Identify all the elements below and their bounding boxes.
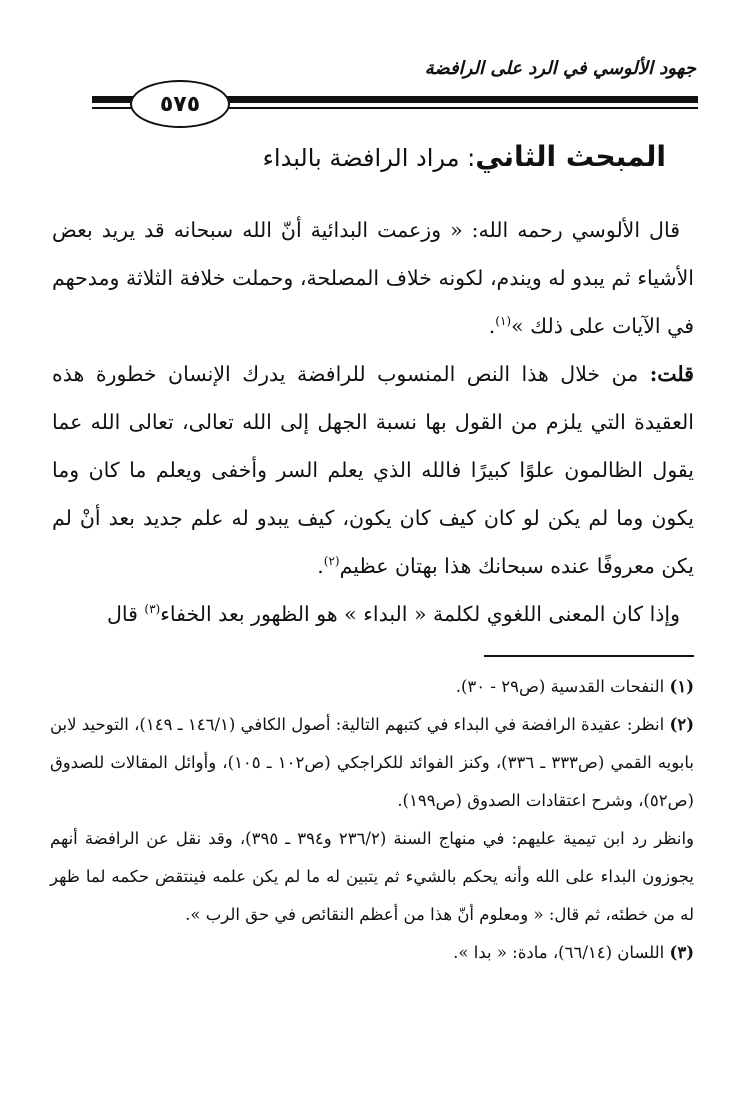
- page-number-badge: [130, 80, 230, 128]
- footnote-1-number: (١): [669, 677, 694, 696]
- paragraph-3-text: وإذا كان المعنى اللغوي لكلمة « البداء » هو الظهور بعد الخفاء: [160, 602, 680, 626]
- footnote-ref-3: (٣): [144, 602, 161, 617]
- paragraph-1: [52, 206, 694, 350]
- paragraph-2: [52, 350, 694, 590]
- paragraph-2-end: .: [317, 554, 324, 578]
- footnote-ref-1: (١): [495, 314, 512, 329]
- footnote-1: [50, 668, 694, 706]
- footnotes: [50, 668, 694, 972]
- running-header-title: جهود الألوسي في الرد على الرافضة: [424, 58, 696, 79]
- footnote-2: [50, 706, 694, 820]
- footnote-3-text: اللسان (٦٦/١٤)، مادة: « بدا ».: [453, 943, 670, 962]
- section-title-strong: المبحث الثاني: [475, 140, 666, 173]
- paragraph-2-lead: قلت:: [649, 362, 694, 386]
- paragraph-1-end: .: [488, 314, 496, 338]
- paragraph-3-end: قال: [106, 602, 145, 626]
- footnote-3-number: (٣): [669, 943, 694, 962]
- page-number: ٥٧٥: [159, 91, 201, 117]
- footnote-ref-2: (٢): [323, 554, 340, 569]
- paragraph-3: [52, 590, 694, 638]
- footnote-2-text: انظر: عقيدة الرافضة في البداء في كتبهم التالية: أصول الكافي (١٤٦/١ ـ ١٤٩)، التوحيد لابن بابويه القمي (ص٣٣٣ ـ ٣٣٦)، وكنز الفوائد للكراجكي (ص١٠٢ ـ ١٠٥)، وأوائل المقالات للصدوق (ص٥٢)، وشرح اعتقادات الصدوق (ص١٩٩).: [50, 715, 694, 810]
- footnote-2-number: (٢): [669, 715, 694, 734]
- paragraph-2-text: من خلال هذا النص المنسوب للرافضة يدرك الإنسان خطورة هذه العقيدة التي يلزم من القول بها نسبة الجهل إلى الله تعالى، تعالى الله عما يقول الظالمون علوًا كبيرًا فالله الذي يعلم السر وأخفى ويعلم ما كان وما يكون وما لم يكن لو كان كيف كان يكون، كيف يبدو له علم جديد بعد أنْ لم يكن معروفًا عنده سبحانك هذا بهتان عظيم: [52, 362, 694, 578]
- footnote-1-text: النفحات القدسية (ص٢٩ - ٣٠).: [455, 677, 670, 696]
- footnote-separator: [484, 655, 694, 657]
- footnote-2-continuation: وانظر رد ابن تيمية عليهم: في منهاج السنة (٢٣٦/٢ و٣٩٤ ـ ٣٩٥)، وقد نقل عن الرافضة أنهم يجوزون البداء على الله وأنه يحكم بالشيء ثم يتبين له ما لم يكن علمه فينتقض حكمه لما ظهر له من خطئه، ثم قال: « ومعلوم أنّ هذا من أعظم النقائص في حق الرب ».: [50, 829, 695, 924]
- paragraph-1-text: قال الألوسي رحمه الله: « وزعمت البدائية أنّ الله سبحانه قد يريد بعض الأشياء ثم يبدو له ويندم، لكونه خلاف المصلحة، وحملت خلافة الثلاثة ومدحهم في الآيات على ذلك »: [52, 218, 694, 338]
- section-title-rest: : مراد الرافضة بالبداء: [262, 144, 476, 172]
- section-title: [263, 140, 666, 173]
- footnote-3: [50, 934, 694, 972]
- body-text: [52, 206, 694, 638]
